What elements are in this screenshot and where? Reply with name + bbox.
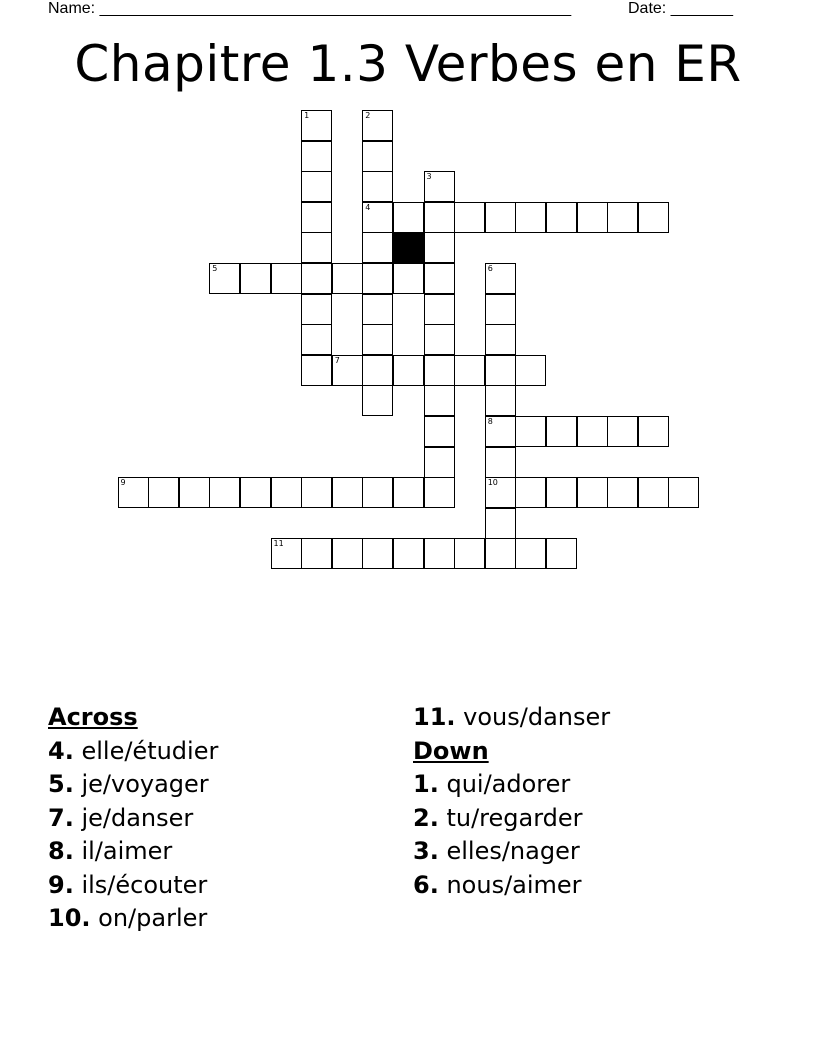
- crossword-cell[interactable]: [209, 263, 240, 294]
- clues-right-column: [413, 701, 610, 902]
- crossword-cell[interactable]: [638, 477, 669, 508]
- crossword-cell[interactable]: [515, 202, 546, 233]
- crossword-cell[interactable]: [485, 477, 516, 508]
- clue-number-label: 8: [487, 417, 493, 426]
- crossword-cell[interactable]: [424, 355, 455, 386]
- crossword-cell[interactable]: [424, 202, 455, 233]
- clue-across-9: [48, 869, 218, 903]
- crossword-cell[interactable]: [607, 477, 638, 508]
- crossword-cell[interactable]: [546, 477, 577, 508]
- crossword-cell[interactable]: [577, 202, 608, 233]
- crossword-cell[interactable]: [424, 538, 455, 569]
- crossword-cell[interactable]: [301, 355, 332, 386]
- crossword-cell[interactable]: [393, 202, 424, 233]
- crossword-cell[interactable]: [271, 263, 302, 294]
- clue-text: elles/nager: [446, 837, 580, 865]
- crossword-cell[interactable]: [362, 232, 393, 263]
- crossword-cell[interactable]: [301, 538, 332, 569]
- crossword-cell[interactable]: [301, 141, 332, 172]
- crossword-cell[interactable]: [638, 202, 669, 233]
- crossword-cell[interactable]: [301, 110, 332, 141]
- clue-number-label: 9: [120, 478, 126, 488]
- crossword-cell[interactable]: [179, 477, 210, 508]
- clue-number-label: 10: [487, 478, 498, 488]
- clue-text: vous/danser: [463, 703, 611, 731]
- clue-text: nous/aimer: [446, 870, 582, 899]
- crossword-cell[interactable]: [424, 447, 455, 478]
- crossword-cell[interactable]: [332, 263, 363, 294]
- crossword-cell[interactable]: [607, 416, 638, 447]
- crossword-cell[interactable]: [424, 385, 455, 416]
- crossword-cell[interactable]: [485, 263, 516, 294]
- crossword-cell[interactable]: [240, 263, 271, 294]
- crossword-cell[interactable]: [485, 324, 516, 355]
- clue-number: 8.: [48, 837, 74, 865]
- crossword-cell[interactable]: [424, 324, 455, 355]
- clues-left-column: [48, 701, 218, 936]
- clue-number: 1.: [413, 770, 439, 798]
- crossword-cell[interactable]: [424, 416, 455, 447]
- crossword-cell[interactable]: [546, 416, 577, 447]
- crossword-cell[interactable]: [485, 202, 516, 233]
- crossword-cell[interactable]: [362, 141, 393, 172]
- crossword-cell[interactable]: [577, 416, 608, 447]
- clue-text: ils/écouter: [81, 870, 208, 899]
- crossword-cell[interactable]: [301, 232, 332, 263]
- crossword-cell[interactable]: [454, 538, 485, 569]
- crossword-cell[interactable]: [577, 477, 608, 508]
- crossword-cell[interactable]: [240, 477, 271, 508]
- crossword-cell[interactable]: [424, 232, 455, 263]
- crossword-cell[interactable]: [301, 202, 332, 233]
- clue-number: 2.: [413, 803, 439, 832]
- name-field-line: Name: _____________________________________________________: [48, 0, 572, 17]
- clue-number-label: 5: [212, 264, 218, 273]
- crossword-cell[interactable]: [148, 477, 179, 508]
- clue-number-label: 1: [304, 111, 310, 120]
- clue-across-7: [48, 802, 218, 836]
- crossword-cell[interactable]: [546, 538, 577, 569]
- clue-text: on/parler: [98, 904, 208, 932]
- clue-across-10: [48, 902, 218, 936]
- crossword-cell[interactable]: [393, 263, 424, 294]
- clue-number-label: 11: [273, 539, 284, 549]
- clue-across-8: [48, 835, 218, 869]
- crossword-cell[interactable]: [271, 538, 302, 569]
- crossword-cell[interactable]: [393, 477, 424, 508]
- crossword-cell[interactable]: [393, 538, 424, 569]
- crossword-cell[interactable]: [515, 355, 546, 386]
- crossword-cell[interactable]: [362, 385, 393, 416]
- clue-down-6: [413, 869, 610, 903]
- crossword-cell[interactable]: [515, 477, 546, 508]
- clue-down-1: [413, 768, 610, 802]
- clue-number: 7.: [48, 803, 74, 832]
- crossword-cell[interactable]: [362, 538, 393, 569]
- down-heading: Down: [413, 736, 489, 765]
- crossword-black-cell: [393, 232, 424, 263]
- clue-text: tu/regarder: [446, 803, 583, 832]
- clue-text: je/voyager: [81, 770, 209, 798]
- crossword-cell[interactable]: [301, 477, 332, 508]
- crossword-cell[interactable]: [301, 263, 332, 294]
- crossword-cell[interactable]: [332, 477, 363, 508]
- crossword-cell[interactable]: [515, 416, 546, 447]
- crossword-cell[interactable]: [362, 355, 393, 386]
- clue-number-label: 4: [365, 202, 371, 212]
- crossword-cell[interactable]: [301, 294, 332, 325]
- crossword-cell[interactable]: [485, 416, 516, 447]
- clue-number: 10.: [48, 904, 91, 932]
- clue-number-label: 2: [365, 111, 371, 120]
- crossword-cell[interactable]: [485, 294, 516, 325]
- clue-text: il/aimer: [81, 837, 173, 865]
- clue-number-label: 3: [426, 172, 432, 182]
- clue-text: qui/adorer: [446, 770, 571, 798]
- crossword-cell[interactable]: [362, 263, 393, 294]
- crossword-cell[interactable]: [485, 508, 516, 539]
- clue-text: elle/étudier: [81, 736, 219, 765]
- date-field-line: Date: _______: [628, 0, 733, 17]
- clue-down-3: [413, 835, 610, 869]
- crossword-cell[interactable]: [362, 477, 393, 508]
- clue-number: 9.: [48, 870, 74, 899]
- clue-number: 4.: [48, 736, 74, 765]
- crossword-cell[interactable]: [332, 538, 363, 569]
- crossword-cell[interactable]: [515, 538, 546, 569]
- clue-number: 11.: [413, 703, 456, 731]
- crossword-cell[interactable]: [485, 385, 516, 416]
- crossword-cell[interactable]: [332, 355, 363, 386]
- clue-number-label: 7: [334, 355, 340, 365]
- clue-down-2: [413, 802, 610, 836]
- crossword-cell[interactable]: [393, 355, 424, 386]
- crossword-cell[interactable]: [485, 538, 516, 569]
- across-heading: Across: [48, 703, 138, 731]
- crossword-cell[interactable]: [668, 477, 699, 508]
- clue-number-label: 6: [487, 264, 493, 273]
- crossword-cell[interactable]: [424, 477, 455, 508]
- crossword-cell[interactable]: [638, 416, 669, 447]
- crossword-cell[interactable]: [454, 202, 485, 233]
- crossword-cell[interactable]: [424, 171, 455, 202]
- crossword-cell[interactable]: [362, 294, 393, 325]
- crossword-cell[interactable]: [485, 355, 516, 386]
- crossword-cell[interactable]: [607, 202, 638, 233]
- crossword-cell[interactable]: [454, 355, 485, 386]
- page-title: Chapitre 1.3 Verbes en ER: [74, 35, 742, 93]
- clue-across-4: [48, 735, 218, 769]
- clue-across-5: [48, 768, 218, 802]
- crossword-cell[interactable]: [424, 263, 455, 294]
- crossword-cell[interactable]: [362, 324, 393, 355]
- crossword-cell[interactable]: [362, 110, 393, 141]
- crossword-cell[interactable]: [485, 447, 516, 478]
- clue-number: 5.: [48, 770, 74, 798]
- clue-across-11: [413, 701, 610, 735]
- crossword-cell[interactable]: [271, 477, 302, 508]
- crossword-cell[interactable]: [546, 202, 577, 233]
- clue-number: 3.: [413, 837, 439, 865]
- crossword-cell[interactable]: [424, 294, 455, 325]
- crossword-cell[interactable]: [362, 171, 393, 202]
- crossword-cell[interactable]: [209, 477, 240, 508]
- clue-text: je/danser: [81, 803, 194, 832]
- crossword-cell[interactable]: [118, 477, 149, 508]
- crossword-cell[interactable]: [301, 324, 332, 355]
- crossword-cell[interactable]: [301, 171, 332, 202]
- crossword-cell[interactable]: [362, 202, 393, 233]
- clue-number: 6.: [413, 870, 439, 899]
